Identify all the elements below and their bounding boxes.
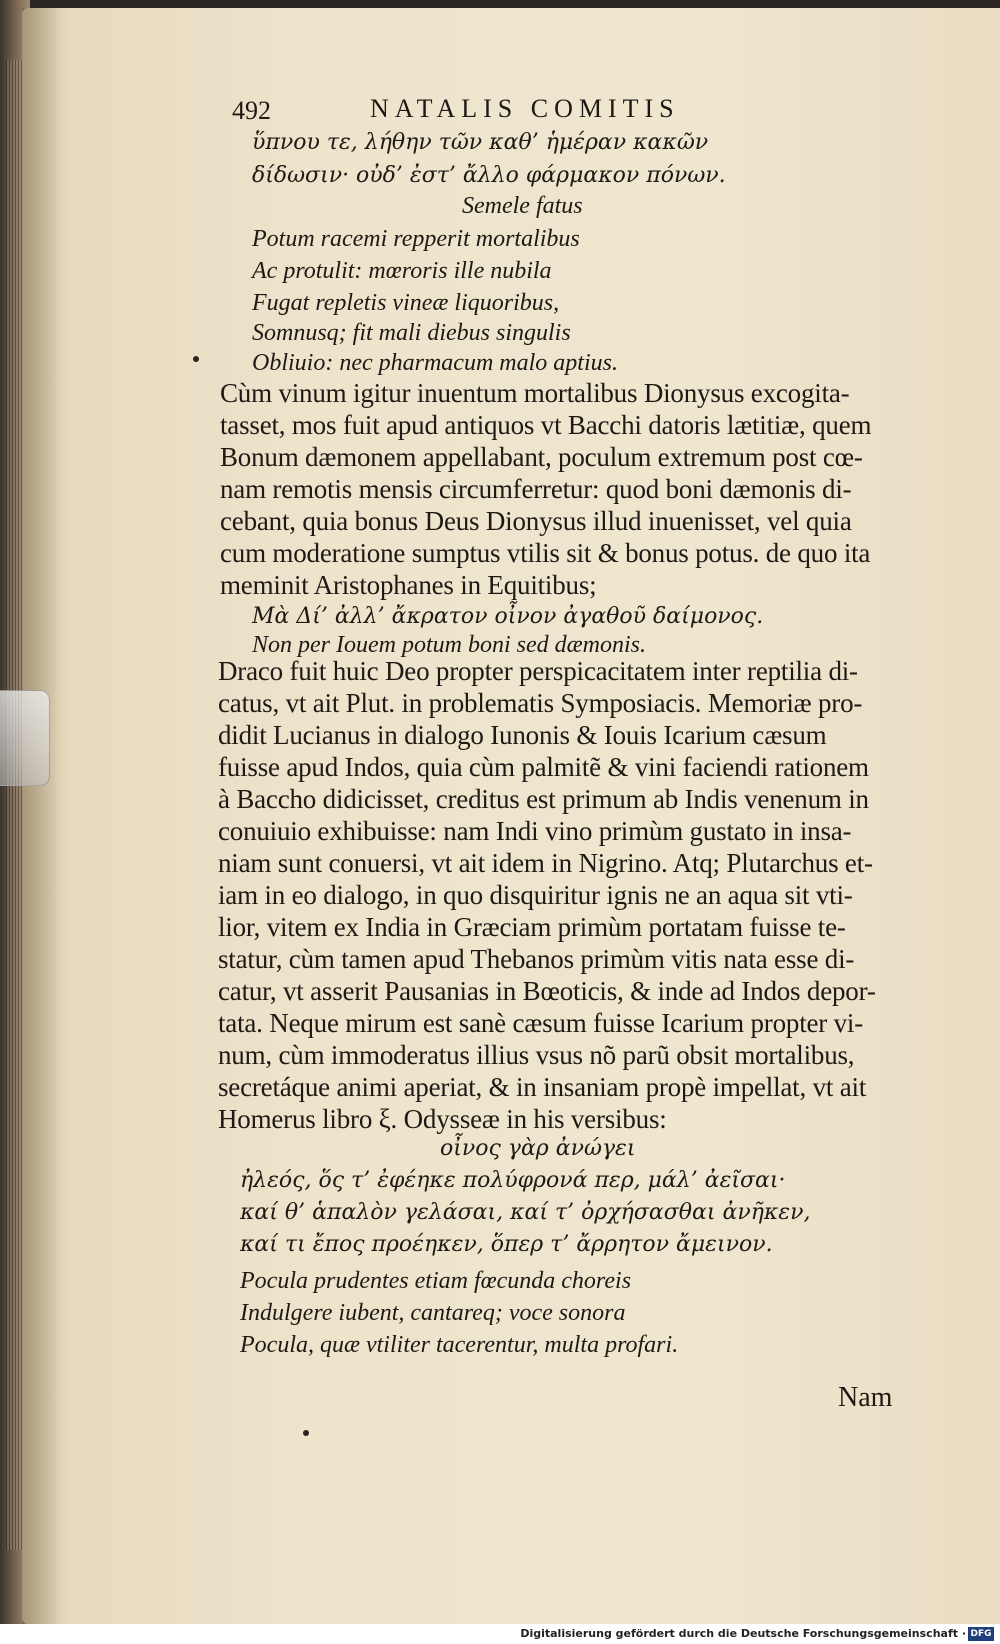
latin-verse-line: Pocula prudentes etiam fœcunda choreis bbox=[240, 1268, 632, 1294]
prose-line: statur, cùm tamen apud Thebanos primùm vitis nata esse di- bbox=[218, 944, 855, 974]
prose-line: Cùm vinum igitur inuentum mortalibus Dionysus excogita- bbox=[220, 378, 850, 408]
prose-line: fuisse apud Indos, quia cùm palmitẽ & vini faciendi rationem bbox=[218, 752, 869, 782]
prose-line: catus, vt ait Plut. in problematis Symposiacis. Memoriæ pro- bbox=[218, 688, 863, 718]
greek-verse-heading: οἶνος γὰρ ἀνώγει bbox=[440, 1136, 636, 1161]
prose-line: lior, vitem ex India in Græciam primùm portatam fuisse te- bbox=[218, 912, 846, 942]
prose-line: cebant, quia bonus Deus Dionysus illud inuenisset, vel quia bbox=[220, 506, 852, 536]
greek-verse-line: δίδωσιν· οὐδ’ ἐστ’ ἄλλο φάρμακον πόνων. bbox=[252, 163, 726, 188]
ink-speck bbox=[193, 356, 199, 362]
dfg-logo: DFG bbox=[968, 1627, 994, 1641]
page-clip bbox=[0, 690, 50, 786]
prose-line: didit Lucianus in dialogo Iunonis & Iouis Icarium cæsum bbox=[218, 720, 827, 750]
prose-line: iam in eo dialogo, in quo disquiritur ignis ne an aqua sit vti- bbox=[218, 880, 853, 910]
prose-line: Bonum dæmonem appellabant, poculum extremum post cœ- bbox=[220, 442, 863, 472]
verse-heading: Semele fatus bbox=[462, 193, 583, 219]
prose-line: conuiuio exhibuisse: nam Indi vino primùm gustato in insa- bbox=[218, 816, 852, 846]
prose-line: niam sunt conuersi, vt ait idem in Nigrino. Atq; Plutarchus et- bbox=[218, 848, 873, 878]
latin-verse-line: Potum racemi repperit mortalibus bbox=[252, 226, 580, 252]
latin-verse-line: Pocula, quæ vtiliter tacerentur, multa profari. bbox=[240, 1332, 679, 1358]
ink-speck bbox=[303, 1430, 309, 1436]
prose-line: nam remotis mensis circumferretur: quod boni dæmonis di- bbox=[220, 474, 852, 504]
prose-line: tasset, mos fuit apud antiquos vt Bacchi datoris lætitiæ, quem bbox=[220, 410, 872, 440]
prose-line: num, cùm immoderatus illius vsus nõ parũ obsit mortalibus, bbox=[218, 1040, 855, 1070]
prose-line: meminit Aristophanes in Equitibus; bbox=[220, 570, 597, 600]
prose-line: Homerus libro ξ. Odysseæ in his versibus: bbox=[218, 1104, 667, 1134]
prose-line: catur, vt asserit Pausanias in Bœoticis, & inde ad Indos depor- bbox=[218, 976, 876, 1006]
gutter-shadow bbox=[22, 8, 62, 1624]
latin-verse-line: Ac protulit: mœroris ille nubila bbox=[252, 258, 552, 284]
greek-verse-line: ἠλεός, ὅς τ’ ἐφέηκε πολύφρονά περ, μάλ’ ἀεῖσαι· bbox=[240, 1168, 786, 1193]
digitization-footer bbox=[0, 1624, 1000, 1644]
prose-line: à Baccho didicisset, creditus est primum ab Indis venenum in bbox=[218, 784, 869, 814]
catchword: Nam bbox=[838, 1382, 893, 1413]
prose-line: secretáque animi aperiat, & in insaniam propè impellat, vt ait bbox=[218, 1072, 867, 1102]
prose-line: tata. Neque mirum est sanè cæsum fuisse Icarium propter vi- bbox=[218, 1008, 864, 1038]
funding-notice: Digitalisierung gefördert durch die Deutsche Forschungsgemeinschaft · bbox=[520, 1627, 966, 1640]
latin-verse-line: Indulgere iubent, cantareq; voce sonora bbox=[240, 1300, 626, 1326]
running-head: NATALIS COMITIS bbox=[370, 94, 680, 123]
latin-verse-line: Obliuio: nec pharmacum malo aptius. bbox=[252, 350, 618, 376]
greek-verse-line: καί θ’ ἁπαλὸν γελάσαι, καί τ’ ὀρχήσασθαι ἀνῆκεν, bbox=[240, 1200, 811, 1225]
latin-quote: Non per Iouem potum boni sed dæmonis. bbox=[252, 632, 646, 658]
prose-line: cum moderatione sumptus vtilis sit & bonus potus. de quo ita bbox=[220, 538, 871, 568]
latin-verse-line: Fugat repletis vineæ liquoribus, bbox=[252, 290, 560, 316]
latin-verse-line: Somnusq; fit mali diebus singulis bbox=[252, 320, 571, 346]
page-number: 492 bbox=[232, 96, 271, 125]
greek-quote: Μὰ Δί’ ἀλλ’ ἄκρατον οἶνον ἀγαθοῦ δαίμονος. bbox=[252, 604, 764, 629]
greek-verse-line: ὕπνου τε, λήθην τῶν καθ’ ἡμέραν κακῶν bbox=[252, 130, 709, 155]
prose-line: Draco fuit huic Deo propter perspicacitatem inter reptilia di- bbox=[218, 656, 858, 686]
greek-verse-line: καί τι ἔπος προέηκεν, ὅπερ τ’ ἄρρητον ἄμεινον. bbox=[240, 1232, 773, 1257]
